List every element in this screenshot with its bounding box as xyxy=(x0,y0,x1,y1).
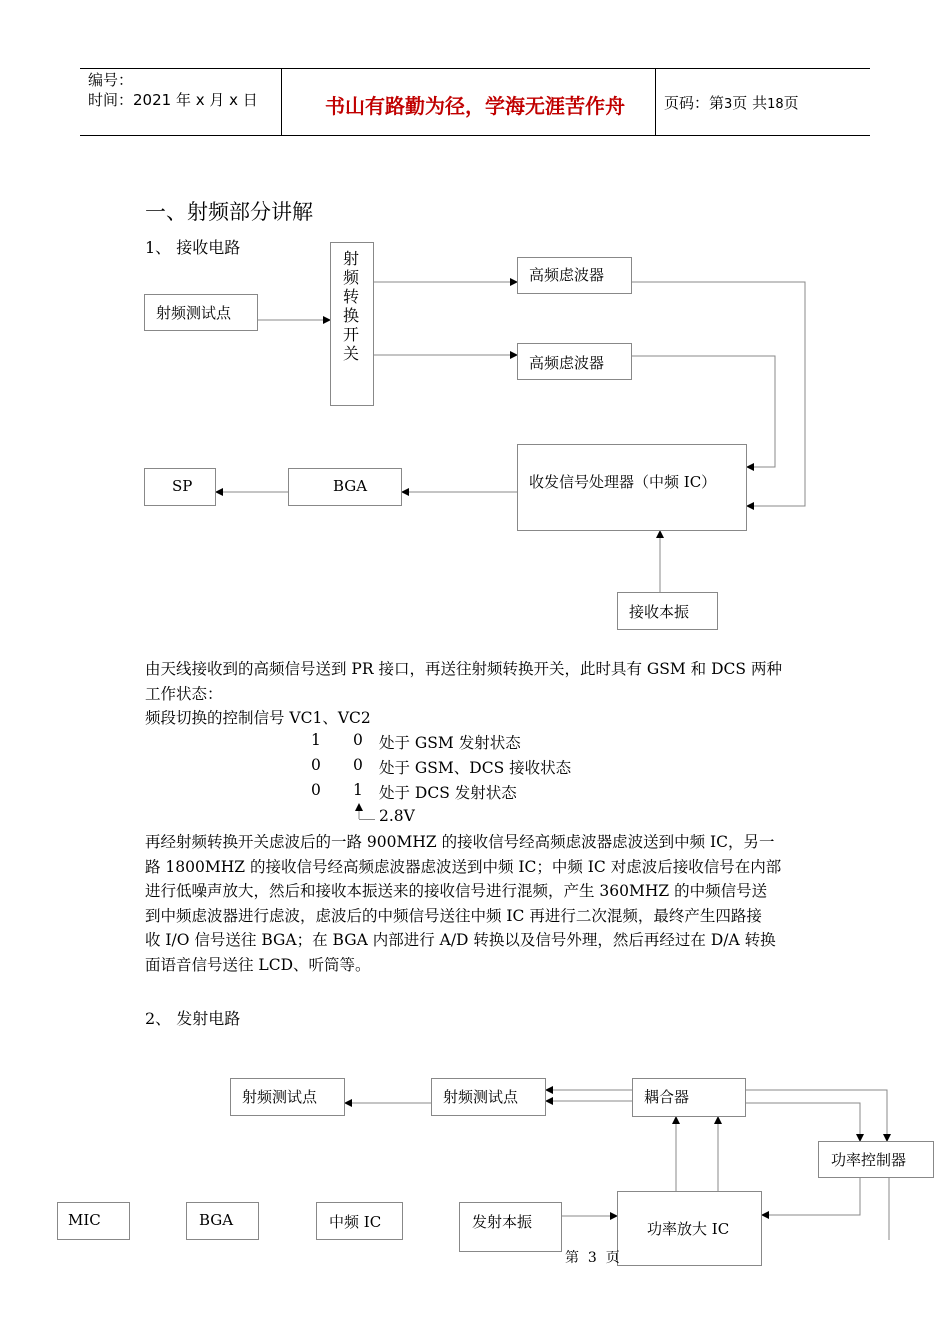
if-ic-box: 中频 IC xyxy=(316,1202,403,1240)
voltage-underline xyxy=(359,819,375,820)
coupler-box: 耦合器 xyxy=(632,1078,746,1117)
power-controller-box: 功率控制器 xyxy=(818,1141,934,1178)
section1-heading: 1、 接收电路 xyxy=(145,238,241,257)
control-signal-line: 频段切换的控制信号 VC1、VC2 xyxy=(145,709,371,727)
page-mid: 页 共 xyxy=(732,94,768,112)
tx-bga-box: BGA xyxy=(186,1202,259,1240)
transceiver-ic-box: 收发信号处理器（中频 IC） xyxy=(517,444,747,531)
rf-switch-box xyxy=(330,242,374,406)
doc-number-label: 编号： xyxy=(88,71,134,89)
page-end: 页 xyxy=(783,94,799,112)
page-total: 18 xyxy=(767,97,784,112)
body-paragraph: 再经射频转换开关虑波后的一路 900MHZ 的接收信号经高频虑波器虑波送到中频 IC，另一 路 1800MHZ 的接收信号经高频虑波器虑波送到中频 IC；中频 IC 对虑波后接收信号在内部 进行低噪声放大，然后和接收本振送来的接收信号进行混频，产生 360MHZ 的中频信号送 到中频虑波器进行虑波，虑波后的中频信号送往中频 IC 再进行二次混频，最终产生四路接 收 I/O 信号送往 BGA；在 BGA 内部进行 A/D 转换以及信号外理，然后再经过在 D/A 转换 面语音信号送往 LCD、听筒等。 xyxy=(145,833,782,974)
arrow-coupler-to-powerctrl-2 xyxy=(746,1090,887,1141)
page-footer: 第 3 页 xyxy=(565,1250,620,1266)
hf-filter-box-1: 高频虑波器 xyxy=(517,257,632,294)
arrow-powerctrl-to-pa xyxy=(762,1178,860,1215)
pa-ic-box: 功率放大 IC xyxy=(617,1191,762,1266)
bga-box: BGA xyxy=(288,468,402,506)
page-title: 一、射频部分讲解 xyxy=(145,200,313,224)
tx-lo-box: 发射本振 xyxy=(459,1202,562,1252)
page-label: 页码：第 xyxy=(664,94,725,112)
section2-heading: 2、 发射电路 xyxy=(145,1009,241,1028)
intro-paragraph: 由天线接收到的高频信号送到 PR 接口，再送往射频转换开关，此时具有 GSM 和 DCS 两种 工作状态： 频段切换的控制信号 VC1、VC2 xyxy=(145,657,810,731)
hf-filter-box-2: 高频虑波器 xyxy=(517,343,632,380)
tx-rf-test-point-a: 射频测试点 xyxy=(230,1078,345,1116)
tx-rf-test-point-b: 射频测试点 xyxy=(431,1078,546,1116)
mic-box: MIC xyxy=(57,1202,130,1240)
sp-box: SP xyxy=(144,468,216,506)
arrow-coupler-to-powerctrl-1 xyxy=(746,1103,860,1141)
rf-switch-label: 射 频 转 换 开 关 xyxy=(342,249,359,363)
rf-test-point-box: 射频测试点 xyxy=(144,294,258,331)
rx-lo-box: 接收本振 xyxy=(617,592,718,630)
doc-time-label: 时间：2021 年 x 月 x 日 xyxy=(88,91,258,109)
voltage-label: 2.8V xyxy=(379,807,415,825)
page-number: 3 xyxy=(724,97,733,112)
header-motto: 书山有路勤为径，学海无涯苦作舟 xyxy=(325,94,625,118)
